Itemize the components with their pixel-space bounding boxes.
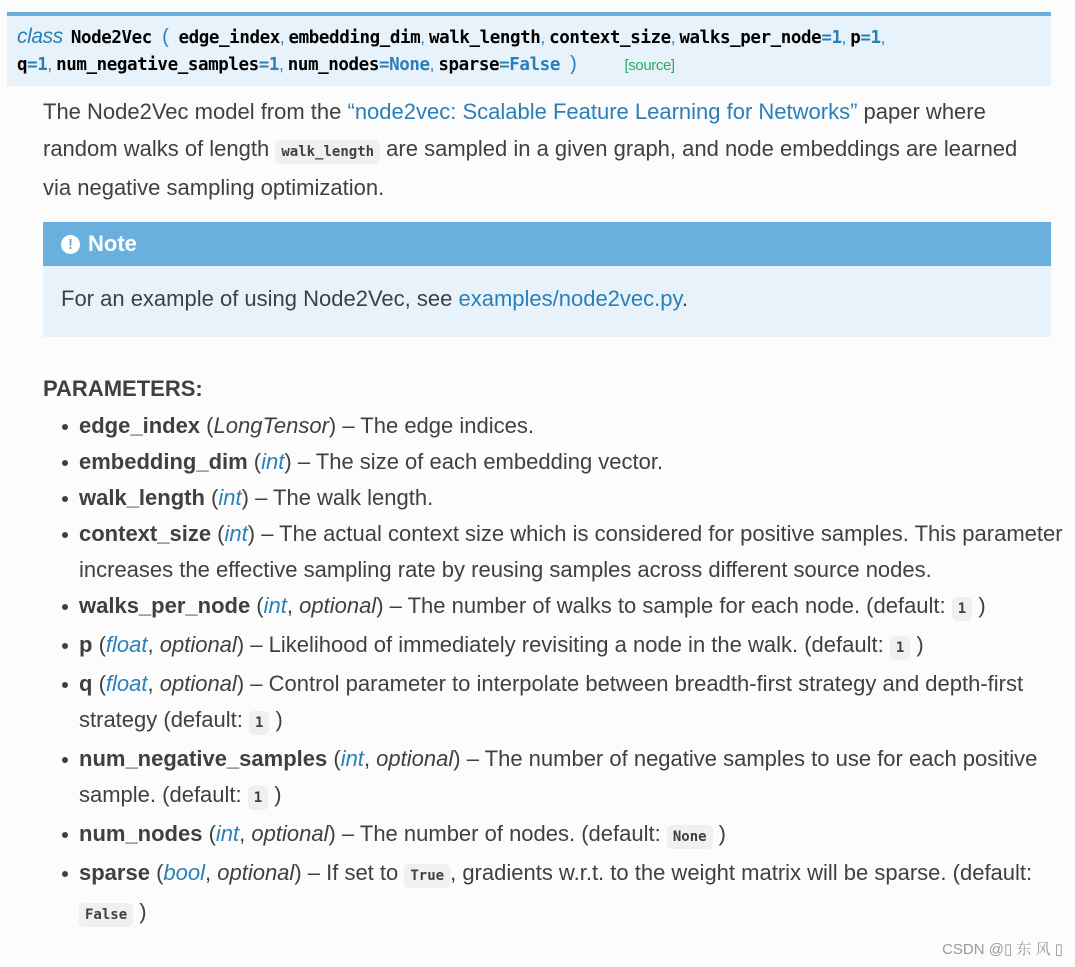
parameter-description: If set to xyxy=(326,860,405,885)
type-link[interactable]: int xyxy=(224,521,248,546)
class-description: The Node2Vec model from the “node2vec: Scalable Feature Learning for Networks” paper where random walks of length walk_length are sampled in a given graph, and node embeddings are learned via negative sampling optimization. xyxy=(43,99,1018,200)
signature-arg: num_negative_samples=1 xyxy=(56,55,280,75)
parameter-description: The edge indices. xyxy=(360,413,534,438)
signature-arg: walks_per_node=1 xyxy=(679,28,842,48)
parameter-type: optional xyxy=(217,860,295,885)
signature-args: edge_index, embedding_dim, walk_length, context_size, walks_per_node=1, p=1, q=1, num_negative_samples=1, num_nodes=None, sparse=False xyxy=(17,28,885,75)
parameter-item: p (float, optional) – Likelihood of immediately revisiting a node in the walk. (default: 1 ) xyxy=(79,627,1075,666)
parameter-type: optional xyxy=(251,821,329,846)
parameter-name: edge_index xyxy=(79,413,201,438)
parameter-description: The number of negative samples to use for each positive sample. (default: xyxy=(79,746,1038,807)
signature-arg: sparse=False xyxy=(438,55,560,75)
parameter-description: Likelihood of immediately revisiting a node in the walk. (default: xyxy=(268,632,890,657)
parameter-item: q (float, optional) – Control parameter to interpolate between breadth-first strategy and depth-first strategy (default: 1 ) xyxy=(79,666,1075,741)
signature-arg: context_size xyxy=(549,28,671,48)
parameter-item: num_nodes (int, optional) – The number of nodes. (default: None ) xyxy=(79,816,1075,855)
signature-arg: walk_length xyxy=(428,28,541,48)
source-link[interactable]: [source] xyxy=(624,57,675,74)
type-link[interactable]: int xyxy=(261,449,285,474)
default-value: 1 xyxy=(952,597,972,621)
class-name: Node2Vec xyxy=(70,28,152,48)
type-link[interactable]: int xyxy=(340,746,364,771)
paper-link[interactable]: “node2vec: Scalable Feature Learning for Networks” xyxy=(347,99,858,124)
inline-code: True xyxy=(404,864,450,888)
signature-arg: edge_index xyxy=(178,28,280,48)
default-value: 1 xyxy=(248,786,268,810)
close-paren: ) xyxy=(570,53,577,75)
type-link[interactable]: float xyxy=(105,671,148,696)
parameter-item: sparse (bool, optional) – If set to True , gradients w.r.t. to the weight matrix will be sparse. (default: False ) xyxy=(79,855,1075,933)
type-link[interactable]: int xyxy=(218,485,242,510)
signature-arg: num_nodes=None xyxy=(287,55,430,75)
parameter-description: The actual context size which is considered for positive samples. This parameter increases the effective sampling rate by reusing samples across different source nodes. xyxy=(79,521,1063,582)
note-header xyxy=(43,222,1051,266)
parameters-heading: PARAMETERS: xyxy=(43,376,203,401)
class-keyword: class xyxy=(17,25,63,48)
example-link[interactable]: examples/node2vec.py xyxy=(458,286,682,311)
parameter-name: embedding_dim xyxy=(79,449,248,474)
parameter-type: optional xyxy=(299,593,377,618)
parameter-type: LongTensor xyxy=(213,413,329,438)
parameter-description: The size of each embedding vector. xyxy=(315,449,664,474)
note-admonition xyxy=(43,222,1051,337)
default-value: 1 xyxy=(890,636,910,660)
parameter-type: optional xyxy=(376,746,454,771)
note-title: Note xyxy=(88,231,137,256)
parameter-name: walk_length xyxy=(79,485,205,510)
parameter-item: walk_length (int) – The walk length. xyxy=(79,480,1075,516)
type-link[interactable]: int xyxy=(215,821,240,846)
parameter-description: The number of walks to sample for each node. (default: xyxy=(407,593,952,618)
parameter-item: embedding_dim (int) – The size of each embedding vector. xyxy=(79,444,1075,480)
note-body: For an example of using Node2Vec, see examples/node2vec.py. xyxy=(61,286,688,311)
parameter-item: walks_per_node (int, optional) – The number of walks to sample for each node. (default: 1 ) xyxy=(79,588,1075,627)
parameter-name: num_nodes xyxy=(79,821,203,846)
default-value: False xyxy=(79,903,133,927)
default-value: None xyxy=(667,825,713,849)
signature-arg: p=1 xyxy=(850,28,881,48)
parameter-name: sparse xyxy=(79,860,150,885)
default-value: 1 xyxy=(249,711,269,735)
watermark: CSDN @▯ 东 风 ▯ xyxy=(942,941,1063,958)
class-signature xyxy=(7,12,1051,86)
parameter-item: edge_index (LongTensor) – The edge indices. xyxy=(79,408,1075,444)
signature-arg: embedding_dim xyxy=(288,28,421,48)
walk-length-code: walk_length xyxy=(275,140,380,164)
parameter-name: q xyxy=(79,671,93,696)
parameter-name: context_size xyxy=(79,521,212,546)
parameter-description: The walk length. xyxy=(273,485,434,510)
parameter-item: num_negative_samples (int, optional) – The number of negative samples to use for each positive sample. (default: 1 ) xyxy=(79,741,1075,816)
parameters-list xyxy=(43,408,1075,933)
parameter-type: optional xyxy=(159,632,237,657)
signature-arg: q=1 xyxy=(17,55,48,75)
type-link[interactable]: float xyxy=(105,632,148,657)
open-paren: ( xyxy=(162,26,169,48)
type-link[interactable]: bool xyxy=(163,860,205,885)
parameter-description: Control parameter to interpolate between breadth-first strategy and depth-first strategy (default: xyxy=(79,671,1024,732)
parameter-name: num_negative_samples xyxy=(79,746,328,771)
type-link[interactable]: int xyxy=(263,593,287,618)
parameter-item: context_size (int) – The actual context size which is considered for positive samples. This parameter increases the effective sampling rate by reusing samples across different source nodes. xyxy=(79,516,1075,588)
exclamation-circle-icon: ! xyxy=(61,235,80,254)
parameter-description: The number of nodes. (default: xyxy=(359,821,667,846)
parameter-name: p xyxy=(79,632,93,657)
parameter-type: optional xyxy=(159,671,237,696)
parameter-name: walks_per_node xyxy=(79,593,251,618)
